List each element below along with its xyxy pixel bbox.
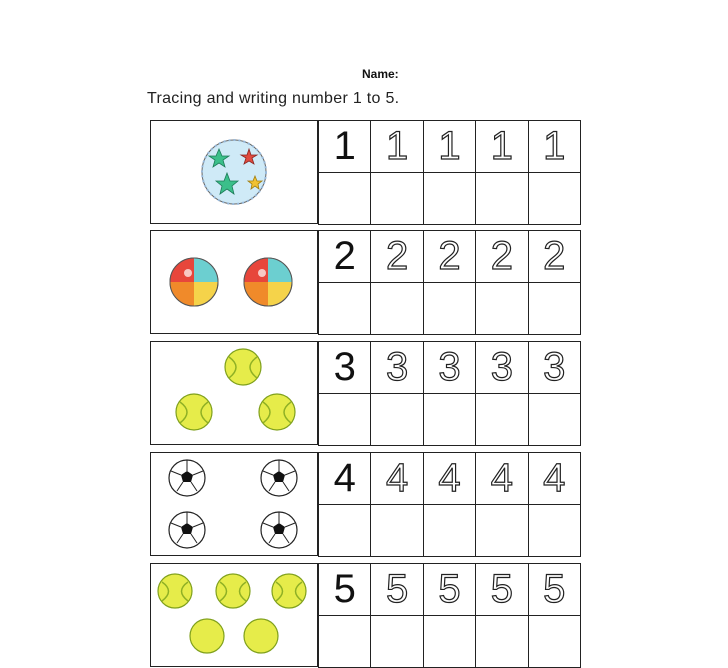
trace-digit: 5 bbox=[385, 567, 409, 611]
model-digit: 4 bbox=[333, 456, 356, 500]
writing-cell[interactable] bbox=[529, 505, 581, 557]
trace-cell bbox=[476, 564, 528, 616]
picture-box-2 bbox=[150, 230, 318, 334]
writing-cell[interactable] bbox=[529, 173, 581, 225]
picture-box-4 bbox=[150, 452, 318, 556]
trace-cell bbox=[529, 453, 581, 505]
writing-cell[interactable] bbox=[529, 394, 581, 446]
worksheet-row-2 bbox=[150, 230, 582, 334]
writing-cell[interactable] bbox=[371, 616, 423, 668]
writing-cell[interactable] bbox=[529, 616, 581, 668]
soccer-ball-icon bbox=[169, 460, 205, 496]
soccer-ball-icon bbox=[261, 512, 297, 548]
trace-cell bbox=[424, 231, 476, 283]
trace-digit: 1 bbox=[385, 124, 409, 168]
model-digit: 2 bbox=[333, 234, 356, 278]
trace-cell bbox=[476, 231, 528, 283]
tennis-ball-icon bbox=[176, 394, 212, 430]
model-digit: 3 bbox=[333, 345, 356, 389]
worksheet-row-5 bbox=[150, 563, 582, 667]
trace-cell bbox=[424, 342, 476, 394]
model-digit-cell bbox=[319, 121, 371, 173]
beach-ball-icon bbox=[170, 258, 218, 306]
worksheet-row-1 bbox=[150, 120, 582, 224]
tracing-grid-3 bbox=[318, 341, 581, 446]
tennis-ball-icon bbox=[216, 574, 250, 608]
writing-cell[interactable] bbox=[476, 394, 528, 446]
trace-digit: 4 bbox=[438, 456, 461, 500]
writing-cell[interactable] bbox=[371, 283, 423, 335]
writing-cell[interactable] bbox=[424, 505, 476, 557]
tracing-grid-4 bbox=[318, 452, 581, 557]
tennis-ball-icon bbox=[190, 619, 224, 653]
writing-cell[interactable] bbox=[476, 283, 528, 335]
trace-cell bbox=[371, 453, 423, 505]
trace-cell bbox=[424, 453, 476, 505]
picture-box-5 bbox=[150, 563, 318, 667]
model-digit: 1 bbox=[333, 124, 356, 168]
worksheet-row-4 bbox=[150, 452, 582, 556]
model-digit-cell bbox=[319, 564, 371, 616]
trace-cell bbox=[476, 342, 528, 394]
trace-digit: 4 bbox=[385, 456, 409, 500]
trace-cell bbox=[424, 121, 476, 173]
beach-ball-icon bbox=[244, 258, 292, 306]
tennis-ball-icon bbox=[244, 619, 278, 653]
writing-cell[interactable] bbox=[529, 283, 581, 335]
trace-digit: 2 bbox=[490, 234, 514, 278]
writing-cell[interactable] bbox=[371, 173, 423, 225]
trace-digit: 3 bbox=[490, 345, 514, 389]
instructions-text: Tracing and writing number 1 to 5. bbox=[147, 90, 400, 107]
writing-cell[interactable] bbox=[319, 394, 371, 446]
trace-digit: 1 bbox=[438, 124, 461, 168]
trace-digit: 4 bbox=[490, 456, 514, 500]
model-digit-cell bbox=[319, 342, 371, 394]
trace-cell bbox=[476, 121, 528, 173]
trace-digit: 5 bbox=[490, 567, 514, 611]
writing-cell[interactable] bbox=[476, 616, 528, 668]
trace-cell bbox=[529, 564, 581, 616]
soccer-ball-icon bbox=[169, 512, 205, 548]
trace-cell bbox=[371, 121, 423, 173]
writing-cell[interactable] bbox=[371, 394, 423, 446]
writing-cell[interactable] bbox=[424, 616, 476, 668]
tennis-ball-icon bbox=[259, 394, 295, 430]
writing-cell[interactable] bbox=[424, 173, 476, 225]
picture-box-1 bbox=[150, 120, 318, 224]
trace-digit: 2 bbox=[385, 234, 409, 278]
trace-digit: 3 bbox=[385, 345, 409, 389]
tennis-ball-icon bbox=[272, 574, 306, 608]
soccer-ball-icon bbox=[261, 460, 297, 496]
model-digit-cell bbox=[319, 231, 371, 283]
writing-cell[interactable] bbox=[424, 283, 476, 335]
tennis-ball-icon bbox=[158, 574, 192, 608]
trace-digit: 1 bbox=[490, 124, 514, 168]
trace-digit: 3 bbox=[543, 345, 566, 389]
trace-digit: 1 bbox=[543, 124, 566, 168]
trace-cell bbox=[529, 121, 581, 173]
writing-cell[interactable] bbox=[319, 616, 371, 668]
trace-digit: 2 bbox=[543, 234, 566, 278]
tracing-grid-5 bbox=[318, 563, 581, 668]
tennis-ball-icon bbox=[225, 349, 261, 385]
worksheet-row-3 bbox=[150, 341, 582, 445]
tracing-grid-1 bbox=[318, 120, 581, 225]
trace-digit: 4 bbox=[543, 456, 566, 500]
trace-digit: 5 bbox=[438, 567, 461, 611]
model-digit: 5 bbox=[333, 567, 356, 611]
writing-cell[interactable] bbox=[319, 283, 371, 335]
writing-cell[interactable] bbox=[476, 505, 528, 557]
writing-cell[interactable] bbox=[371, 505, 423, 557]
trace-digit: 5 bbox=[543, 567, 566, 611]
writing-cell[interactable] bbox=[424, 394, 476, 446]
trace-digit: 3 bbox=[438, 345, 461, 389]
name-label: Name: bbox=[362, 67, 399, 81]
writing-cell[interactable] bbox=[319, 505, 371, 557]
trace-cell bbox=[529, 231, 581, 283]
star-ball-icon bbox=[202, 140, 266, 204]
writing-cell[interactable] bbox=[476, 173, 528, 225]
writing-cell[interactable] bbox=[319, 173, 371, 225]
model-digit-cell bbox=[319, 453, 371, 505]
trace-digit: 2 bbox=[438, 234, 461, 278]
trace-cell bbox=[476, 453, 528, 505]
trace-cell bbox=[371, 342, 423, 394]
trace-cell bbox=[424, 564, 476, 616]
tracing-grid-2 bbox=[318, 230, 581, 335]
picture-box-3 bbox=[150, 341, 318, 445]
trace-cell bbox=[371, 231, 423, 283]
trace-cell bbox=[529, 342, 581, 394]
trace-cell bbox=[371, 564, 423, 616]
